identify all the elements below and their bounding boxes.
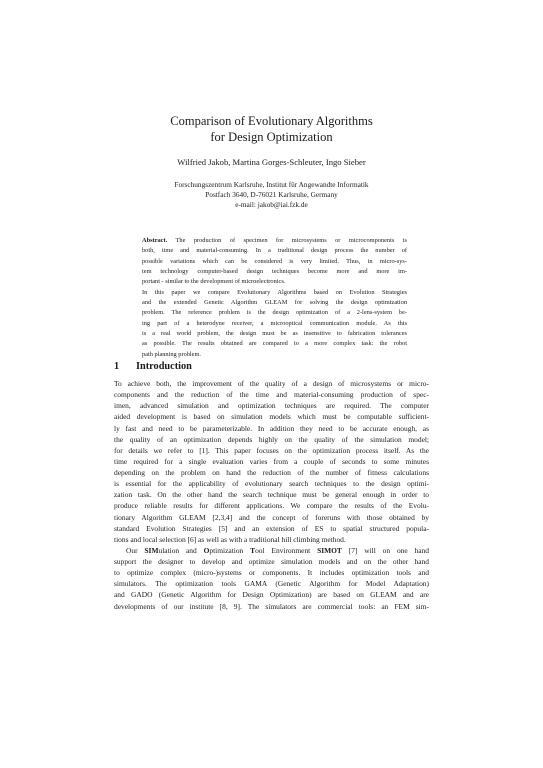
body-line: aided development is based on simulation models which must be computable sufficient- (114, 412, 429, 422)
abstract-line: tem technology computer-based design techniques become more and more im- (142, 268, 407, 276)
body-line: support the designer to develop and optimize simulation models and on the other hand (114, 557, 429, 566)
paper-title (0, 113, 543, 145)
simot-bold: SIMOT (317, 545, 342, 555)
section-number: 1 (114, 361, 120, 372)
body-line: ly fast and need to be parameterizable. In addition they need to be accurate enough, as (114, 423, 429, 433)
abstract-line-text: The production of specimen for microsystems or microcomponents is (167, 237, 407, 244)
body-line: produce reliable results for different applications. We compare the results of the Evolu- (114, 501, 429, 511)
body-line: components and the reduction of the time and material-consuming production of spec- (114, 390, 429, 400)
abstract-line: and the extended Genetic Algorithm GLEAM for solving the design optimization (142, 299, 407, 307)
section-heading (114, 361, 192, 372)
simot-text: ptimization (209, 545, 251, 555)
title-line-2: for Design Optimization (210, 130, 333, 144)
abstract-line: path planning problem. (142, 350, 202, 358)
body-line: to optimize complex (micro-)systems or components. It includes optimization tools and (114, 568, 429, 578)
body-line: simulators. The optimization tools GAMA (Genetic Algorithm for Model Adaptation) (114, 579, 429, 589)
abstract-line: possible variations which can be considered is very limited. Thus, in micro-sys- (142, 257, 407, 265)
body-line: the quality of an optimization depends highly on the quality of the simulation model; (114, 434, 429, 444)
body-line: is essential for the applicability of evolutionary search techniques to the design optimi- (114, 479, 429, 489)
abstract-line: In this paper we compare Evolutionary Algorithms based on Evolution Strategies (142, 288, 407, 296)
body-line: and GADO (Genetic Algorithm for Design Optimization) are based on GLEAM and are (114, 590, 429, 600)
affiliation-block (0, 180, 543, 210)
abstract (142, 236, 407, 360)
body-line: time required for a single evaluation varies from a couple of seconds to some minutes (114, 456, 429, 466)
affiliation-institute: Forschungszentrum Karlsruhe, Institut für Angewandte Informatik (174, 180, 369, 189)
abstract-line: as possible. The results obtained are compared to a more complex task: the robot (142, 340, 407, 348)
body-line: tionary Algorithm GLEAM [2,3,4] and the concept of foreruns with those obtained by (114, 512, 429, 522)
simot-text: ool Environment (255, 545, 318, 555)
body-line: depending on the problem on hand the reduction of the number of fitness calculations (114, 468, 429, 477)
simot-text: ulation and (158, 545, 204, 555)
body-line-simot (114, 545, 429, 556)
affiliation-address: Postfach 3640, D-76021 Karlsruhe, Germany (205, 190, 338, 199)
body-line: imen, advanced simulation and optimization techniques are required. The computer (114, 401, 429, 411)
body-line: standard Evolution Strategies [5] and an extension of ES to spatial structured popula- (114, 523, 429, 533)
abstract-line: is a real world problem, the design must be as insensitive to fabrication tolerances (142, 330, 407, 338)
simot-bold: T (250, 545, 256, 555)
simot-bold: SIM (144, 545, 159, 555)
simot-bold: O (203, 545, 210, 555)
abstract-label: Abstract. (142, 237, 168, 244)
abstract-line: ing part of a heterodyne receiver, a microoptical communication module. As this (142, 319, 407, 327)
body-line: zation task. On the other hand the search technique must be general enough in order to (114, 490, 429, 500)
abstract-line: problem. The reference problem is the design optimization of a 2-lens-system be- (142, 309, 407, 317)
body-text (114, 378, 429, 612)
simot-text: Our (126, 545, 145, 555)
abstract-line: portant - similar to the development of microelectronics. (142, 278, 286, 286)
body-line: tions and local selection [6] as well as with a traditional hill climbing method. (114, 534, 346, 544)
author-list: Wilfried Jakob, Martina Gorges-Schleuter, Ingo Sieber (177, 157, 366, 167)
section-title: Introduction (136, 361, 192, 372)
body-line: developments of our institute [8, 9]. The simulators are commercial tools: an FEM sim- (114, 601, 429, 611)
simot-text: [7] will on one hand (341, 545, 429, 555)
body-line: for details we refer to [1]. This paper focuses on the optimization process itself. As the (114, 445, 429, 455)
abstract-line: both, time and material-consuming. In a traditional design process the number of (142, 247, 407, 255)
title-line-1: Comparison of Evolutionary Algorithms (170, 114, 373, 128)
body-line: To achieve both, the improvement of the quality of a design of microsystems or micro- (114, 379, 429, 388)
affiliation-email: e-mail: jakob@iai.fzk.de (235, 200, 308, 209)
abstract-line (142, 236, 407, 246)
